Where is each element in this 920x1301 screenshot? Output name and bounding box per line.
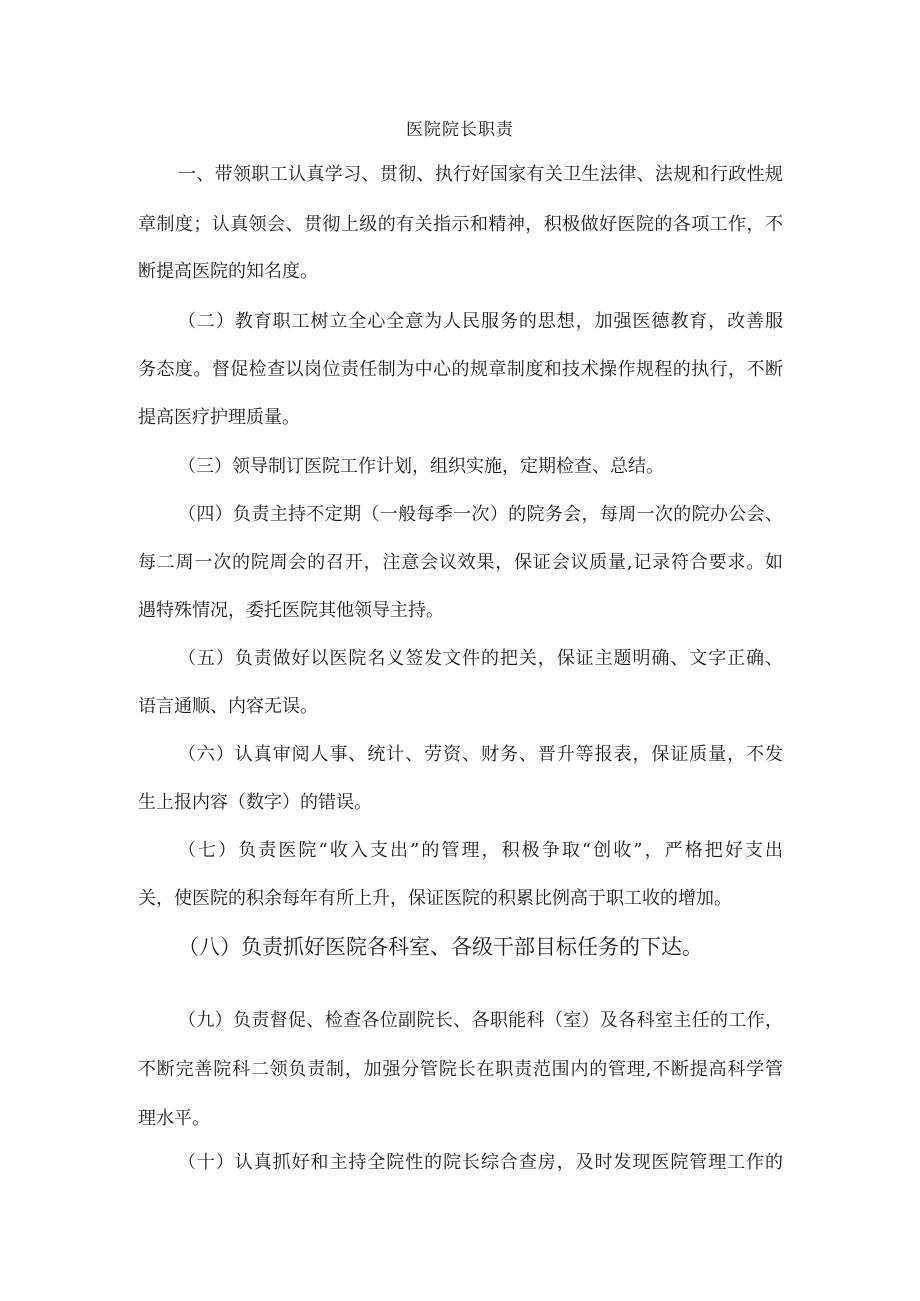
paragraph-1-line-1: 一、带领职工认真学习、贯彻、执行好国家有关卫生法律、法规和行政性规 bbox=[178, 164, 783, 185]
paragraph-10-line-1: （十）认真抓好和主持全院性的院长综合查房，及时发现医院管理工作的 bbox=[178, 1152, 783, 1173]
paragraph-7-line-1: （七）负责医院“收入支出”的管理，积极争取“创收”，严格把好支出 bbox=[178, 840, 783, 861]
paragraph-4-line-3: 遇特殊情况，委托医院其他领导主持。 bbox=[138, 600, 444, 621]
paragraph-1-line-2: 章制度；认真领会、贯彻上级的有关指示和精神，积极做好医院的各项工作，不 bbox=[138, 214, 783, 235]
paragraph-1-line-3: 断提高医院的知名度。 bbox=[138, 261, 318, 282]
paragraph-5-line-2: 语言通顺、内容无误。 bbox=[138, 696, 318, 717]
paragraph-2-line-2: 务态度。督促检查以岗位责任制为中心的规章制度和技术操作规程的执行，不断 bbox=[138, 359, 783, 380]
paragraph-6-line-1: （六）认真审阅人事、统计、劳资、财务、晋升等报表，保证质量，不发 bbox=[178, 744, 783, 765]
paragraph-8-line-1: （八）负责抓好医院各科室、各级干部目标任务的下达。 bbox=[178, 935, 703, 959]
paragraph-3-line-1: （三）领导制订医院工作计划，组织实施，定期检查、总结。 bbox=[178, 456, 664, 477]
paragraph-9-line-1: （九）负责督促、检查各位副院长、各职能科（室）及各科室主任的工作， bbox=[178, 1010, 783, 1031]
paragraph-4-line-1: （四）负责主持不定期（一般每季一次）的院务会，每周一次的院办公会、 bbox=[178, 504, 783, 525]
paragraph-4-line-2: 每二周一次的院周会的召开，注意会议效果，保证会议质量,记录符合要求。如 bbox=[138, 552, 783, 573]
paragraph-2-line-3: 提高医疗护理质量。 bbox=[138, 407, 300, 428]
paragraph-5-line-1: （五）负责做好以医院名义签发文件的把关，保证主题明确、文字正确、 bbox=[178, 648, 783, 669]
paragraph-9-line-3: 理水平。 bbox=[138, 1108, 210, 1129]
paragraph-6-line-2: 生上报内容（数字）的错误。 bbox=[138, 792, 372, 813]
paragraph-9-line-2: 不断完善院科二领负责制，加强分管院长在职责范围内的管理,不断提高科学管 bbox=[138, 1059, 783, 1080]
paragraph-2-line-1: （二）教育职工树立全心全意为人民服务的思想，加强医德教育，改善服 bbox=[178, 311, 783, 332]
paragraph-7-line-2: 关，使医院的积余每年有所上升，保证医院的积累比例高于职工收的增加。 bbox=[138, 888, 732, 909]
document-title: 医院院长职责 bbox=[406, 120, 514, 140]
